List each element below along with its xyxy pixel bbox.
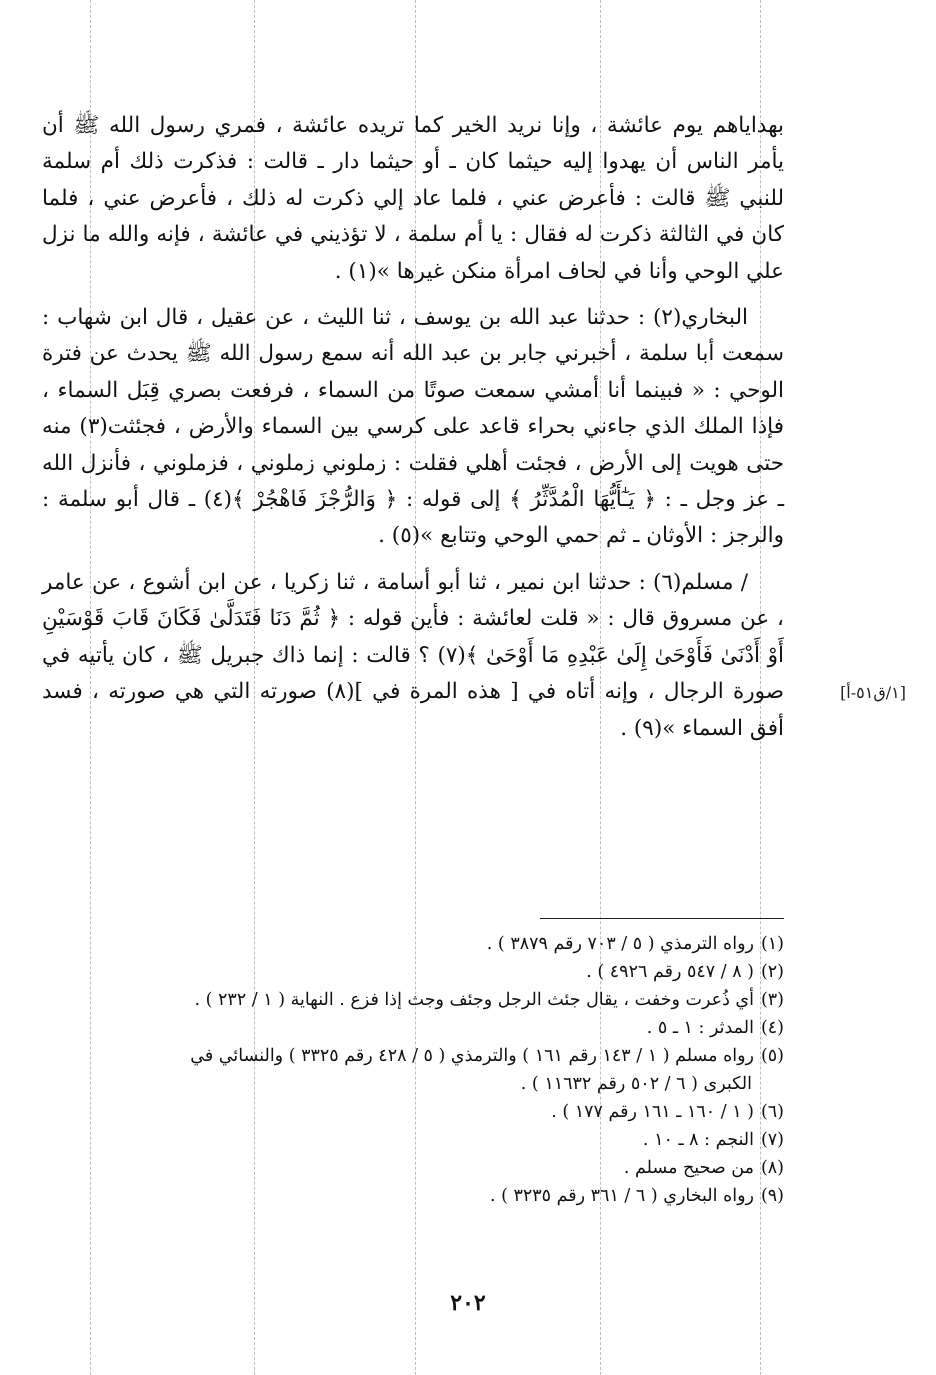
paragraph: بهداياهم يوم عائشة ، وإنا نريد الخير كما تريده عائشة ، فمري رسول الله ﷺ أن يأمر الناس أن يهدوا إليه حيثما كان ـ أو حيثما دار ـ قالت : فذكرت ذلك أم سلمة للنبي ﷺ قالت : فأعرض عني ، فلما عاد إلي ذكرت له ذلك ، فأعرض عني ، فلما كان في الثالثة ذكرت له فقال : يا أم سلمة ، لا تؤذيني في عائشة ، فإنه والله ما نزل علي الوحي وأنا في لحاف امرأة منكن غيرها »(١) . <box>42 113 784 284</box>
manuscript-folio-note: [١/ق٥١-أ] <box>840 683 906 702</box>
page-number: ٢٠٢ <box>450 1290 486 1316</box>
footnote: (٦)( ١ / ١٦٠ ـ ١٦١ رقم ١٧٧ ) . <box>551 1102 784 1122</box>
main-text <box>42 108 784 747</box>
footnote: (٢)( ٨ / ٥٤٧ رقم ٤٩٢٦ ) . <box>586 962 784 982</box>
paragraph: البخاري(٢) : حدثنا عبد الله بن يوسف ، ثنا الليث ، عن عقيل ، قال ابن شهاب : سمعت أبا سلمة ، أخبرني جابر بن عبد الله أنه سمع رسول الله ﷺ يحدث عن فترة الوحي : « فبينما أنا أمشي سمعت صوتًا من السماء ، فرفعت بصري قِبَل السماء ، فإذا الملك الذي جاءني بحراء قاعد على كرسي بين السماء والأرض ، فجئثت(٣) منه حتى هويت إلى الأرض ، فجئت أهلي فقلت : زملوني زملوني ، فزملوني ، فأنزل الله ـ عز وجل ـ : ﴿ يَـٰٓأَيُّهَا الْمُدَّثِّرُ ﴾ إلى قوله : ﴿ وَالرُّجْزَ فَاهْجُرْ ﴾(٤) ـ قال أبو سلمة : والرجز : الأوثان ـ ثم حمي الوحي وتتابع »(٥) . <box>42 305 784 549</box>
footnote: (١)رواه الترمذي ( ٥ / ٧٠٣ رقم ٣٨٧٩ ) . <box>486 934 784 954</box>
footnote-continuation: الكبرى ( ٦ / ٥٠٢ رقم ١١٦٣٢ ) . <box>520 1074 752 1094</box>
footnote: (٥)رواه مسلم ( ١ / ١٤٣ رقم ١٦١ ) والترمذي ( ٥ / ٤٢٨ رقم ٣٣٢٥ ) والنسائي في <box>190 1046 784 1066</box>
footnote: (٣)أي ذُعرت وخفت ، يقال جئث الرجل وجئف وجث إذا فزع . النهاية ( ١ / ٢٣٢ ) . <box>194 990 784 1010</box>
footnote: (٩)رواه البخاري ( ٦ / ٣٦١ رقم ٣٢٣٥ ) . <box>489 1186 784 1206</box>
paragraph: / مسلم(٦) : حدثنا ابن نمير ، ثنا أبو أسامة ، ثنا زكريا ، عن ابن أشوع ، عن عامر ، عن مسروق قال : « قلت لعائشة : فأين قوله : ﴿ ثُمَّ دَنَا فَتَدَلَّىٰ فَكَانَ قَابَ قَوْسَيْنِ أَوْ أَدْنَىٰ فَأَوْحَىٰ إِلَىٰ عَبْدِهِ مَا أَوْحَىٰ ﴾(٧) ؟ قالت : إنما ذاك جبريل ﷺ ، كان يأتيه في صورة الرجال ، وإنه أتاه في [ هذه المرة في ](٨) صورته التي هي صورته ، فسد أفق السماء »(٩) . <box>42 569 785 741</box>
footnote: (٤)المدثر : ١ ـ ٥ . <box>646 1018 784 1038</box>
footnotes <box>42 930 784 1210</box>
footnote: (٧)النجم : ٨ ـ ١٠ . <box>642 1130 784 1150</box>
footnote: (٨)من صحيح مسلم . <box>623 1158 784 1178</box>
footnote-separator <box>540 918 784 919</box>
